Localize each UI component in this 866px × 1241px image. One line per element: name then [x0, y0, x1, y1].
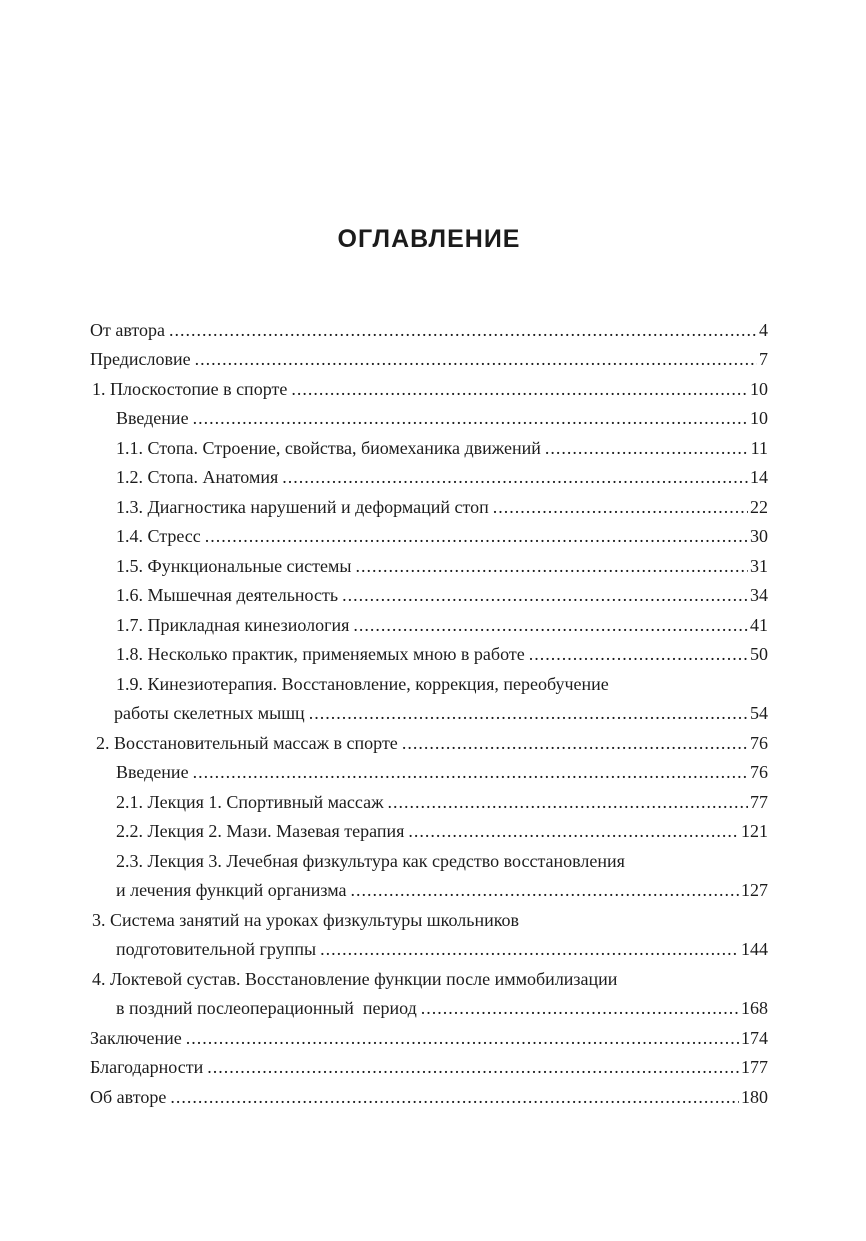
toc-leader-dots [291, 375, 748, 405]
toc-entry-title: 2.1. Лекция 1. Спортивный массаж [116, 791, 384, 812]
toc-entry-title: 2. Восстановительный массаж в спорте [96, 732, 398, 753]
toc-entry [90, 847, 768, 877]
toc-page-number: 7 [759, 349, 768, 369]
toc-leader-dots [309, 699, 748, 729]
toc-leader-dots [320, 935, 739, 965]
toc-leader-dots [169, 316, 757, 346]
toc-page-number: 177 [741, 1057, 768, 1077]
toc-entry-title: 2.3. Лекция 3. Лечебная физкультура как средство восстановления [116, 850, 625, 871]
toc-leader-dots [353, 611, 748, 641]
toc-entry-title: Заключение [90, 1027, 182, 1048]
toc-entry [90, 906, 768, 936]
toc-leader-dots [402, 729, 748, 759]
toc-entry [90, 1053, 768, 1083]
toc-leader-dots [205, 522, 748, 552]
toc-entry [90, 876, 768, 906]
toc-entry-title: 1.3. Диагностика нарушений и деформаций стоп [116, 496, 489, 517]
toc-page-number: 174 [741, 1027, 768, 1048]
toc-page-number: 54 [750, 703, 768, 723]
toc-entry [90, 640, 768, 670]
toc-page-number: 50 [750, 644, 768, 664]
toc-page-number: 31 [750, 555, 768, 576]
toc-page-number: 76 [750, 732, 768, 753]
toc-leader-dots [388, 788, 748, 818]
toc-page-number: 22 [750, 496, 768, 517]
toc-leader-dots [493, 493, 748, 523]
toc-entry-title: 4. Локтевой сустав. Восстановление функции после иммобилизации [92, 968, 618, 989]
toc-entry-title: Введение [116, 762, 189, 782]
toc-entry [90, 729, 768, 759]
toc-page-number: 10 [750, 408, 768, 428]
toc-entry [90, 522, 768, 552]
toc-entry [90, 552, 768, 582]
toc-leader-dots [170, 1083, 739, 1113]
toc-entry [90, 463, 768, 493]
toc-entry [90, 611, 768, 641]
toc-page-number: 10 [750, 378, 768, 399]
toc-entry-title: Об авторе [90, 1086, 167, 1107]
toc-entry [90, 1024, 768, 1054]
toc-entry-title: работы скелетных мышц [114, 703, 305, 723]
toc-entry-title: 1.5. Функциональные системы [116, 555, 352, 576]
toc-page-number: 168 [741, 998, 768, 1018]
toc-entry [90, 758, 768, 788]
toc-entry-title: От автора [90, 319, 166, 340]
toc-entry-title: 3. Система занятий на уроках физкультуры школьников [92, 909, 520, 930]
toc-page-number: 144 [741, 939, 768, 959]
toc-page-number: 77 [750, 791, 768, 812]
toc-page-number: 34 [750, 585, 768, 605]
toc-entry [90, 375, 768, 405]
toc-leader-dots [207, 1053, 739, 1083]
toc-leader-dots [193, 404, 748, 434]
toc-entry-title: 1.1. Стопа. Строение, свойства, биомеханика движений [116, 437, 541, 458]
toc-page-number: 11 [750, 437, 768, 458]
toc-leader-dots [186, 1024, 739, 1054]
toc-page-number: 127 [741, 880, 768, 900]
toc-entry [90, 1083, 768, 1113]
toc-leader-dots [529, 640, 748, 670]
toc-entry [90, 670, 768, 700]
toc-entry-title: 1.2. Стопа. Анатомия [116, 467, 279, 487]
toc-entry [90, 935, 768, 965]
toc-entry-title: 1.4. Стресс [116, 526, 201, 546]
toc-entry-title: подготовительной группы [116, 939, 317, 959]
toc-page-number: 41 [750, 614, 768, 635]
toc-page-number: 4 [759, 319, 768, 340]
toc-entry [90, 788, 768, 818]
toc-page-number: 30 [750, 526, 768, 546]
toc-entry-title: 1.7. Прикладная кинезиология [116, 614, 350, 635]
toc-leader-dots [545, 434, 749, 464]
toc-leader-dots [282, 463, 748, 493]
toc-entry [90, 817, 768, 847]
toc-entry-title: Благодарности [90, 1057, 204, 1077]
toc-entry-title: 1.8. Несколько практик, применяемых мною в работе [116, 644, 525, 664]
toc-entry-title: Предисловие [90, 349, 191, 369]
toc-entry [90, 699, 768, 729]
toc-entry [90, 434, 768, 464]
toc-leader-dots [193, 758, 748, 788]
toc-page-number: 76 [750, 762, 768, 782]
toc-entry-title: 1.9. Кинезиотерапия. Восстановление, коррекция, переобучение [116, 673, 609, 694]
toc-entry [90, 316, 768, 346]
toc-entry-title: 1. Плоскостопие в спорте [92, 378, 288, 399]
toc-leader-dots [408, 817, 739, 847]
toc-entry [90, 404, 768, 434]
toc-entry-title: в поздний послеоперационный период [116, 998, 417, 1018]
toc-page-number: 121 [741, 821, 768, 841]
toc-leader-dots [195, 345, 757, 375]
toc-entry [90, 965, 768, 995]
toc-leader-dots [421, 994, 739, 1024]
toc-entry-title: и лечения функций организма [116, 880, 347, 900]
toc-entry-title: 1.6. Мышечная деятельность [116, 585, 339, 605]
toc-entry [90, 581, 768, 611]
toc-entry [90, 493, 768, 523]
toc-leader-dots [350, 876, 739, 906]
toc-entry [90, 994, 768, 1024]
toc-list [90, 316, 768, 1113]
toc-leader-dots [342, 581, 748, 611]
toc-page-number: 180 [741, 1086, 768, 1107]
toc-entry-title: Введение [116, 408, 189, 428]
toc-leader-dots [356, 552, 748, 582]
page-title: ОГЛАВЛЕНИЕ [337, 225, 521, 253]
toc-entry [90, 345, 768, 375]
toc-page-number: 14 [750, 467, 768, 487]
toc-entry-title: 2.2. Лекция 2. Мази. Мазевая терапия [116, 821, 405, 841]
